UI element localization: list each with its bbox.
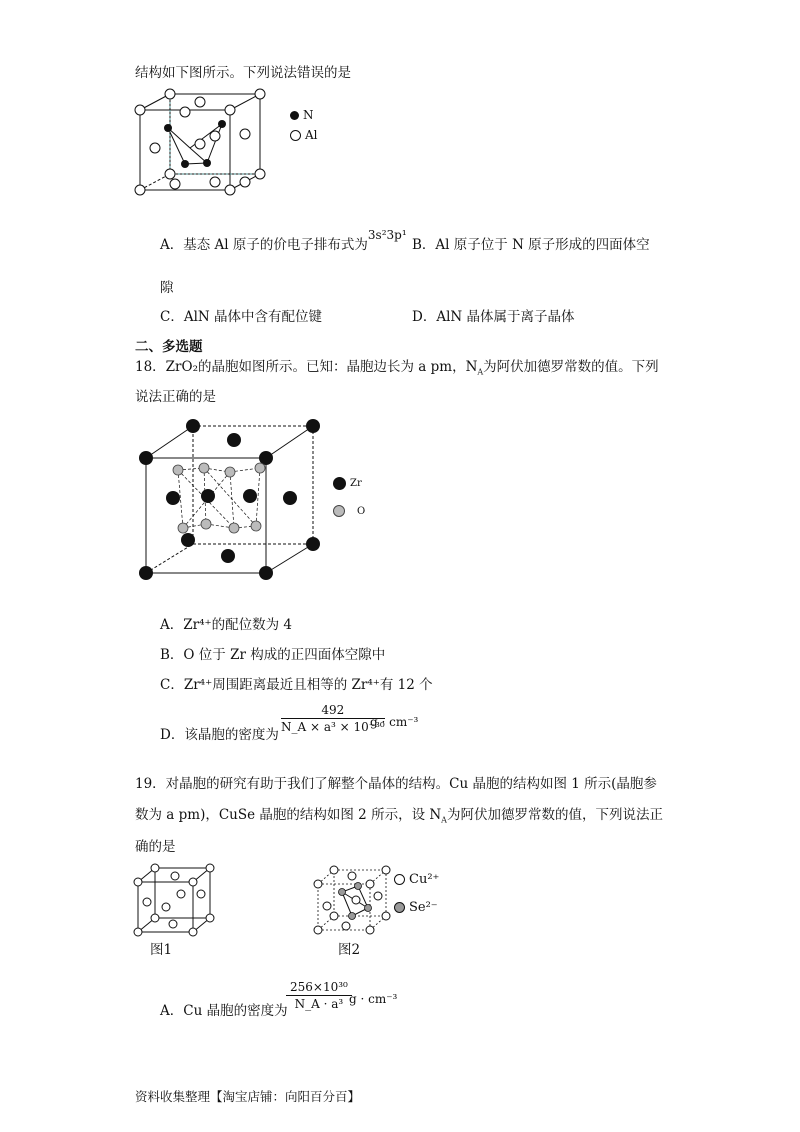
q18-stem-line2: 说法正确的是: [135, 389, 216, 405]
footer-text: 资料收集整理【淘宝店铺：向阳百分百】: [135, 1089, 361, 1104]
q19-stem-line2: 数为 a pm)，CuSe 晶胞的结构如图 2 所示，设 $N_A$为阿伏加德罗常数的值，下列说法正: [135, 807, 663, 825]
q19-option-a: A．Cu 晶胞的密度为: [160, 1003, 288, 1019]
legend-cu: Cu²⁺: [394, 872, 439, 887]
q18-option-a: A．Zr⁴⁺的配位数为 4: [160, 617, 293, 633]
q19-stem-line1: 19．对晶胞的研究有助于我们了解整个晶体的结构。Cu 晶胞的结构如图 1 所示(晶胞参: [135, 776, 657, 792]
q18-option-d: D．该晶胞的密度为: [160, 727, 279, 743]
fig1-caption: 图1: [150, 942, 173, 958]
q18-density-numerator: 492: [281, 703, 385, 719]
legend-se: Se²⁻: [394, 900, 438, 915]
q17-option-b: B．Al 原子位于 N 原子形成的四面体空: [412, 237, 650, 253]
q17-option-b-cont: 隙: [160, 280, 174, 296]
section-title: 二、多选题: [135, 339, 203, 355]
q17-option-c: C．AlN 晶体中含有配位键: [160, 309, 322, 325]
q18-option-b: B．O 位于 Zr 构成的正四面体空隙中: [160, 647, 386, 663]
se-ion-icon: [394, 902, 405, 913]
q18-option-c: C．Zr⁴⁺周围距离最近且相等的 Zr⁴⁺有 12 个: [160, 677, 433, 693]
zro2-cell-diagram: [138, 418, 328, 583]
cu-cell-diagram: [133, 864, 215, 936]
legend-al: Al: [290, 128, 318, 142]
legend-n: N: [290, 108, 314, 122]
q19-density-numerator: 256×10³⁰: [286, 980, 352, 996]
cu-ion-icon: [394, 874, 405, 885]
o-atom-icon: [333, 505, 345, 517]
legend-o: O: [333, 505, 365, 517]
cuse-cell-diagram: [312, 866, 392, 936]
q18-density-unit: g · cm⁻³: [370, 715, 419, 729]
q17-a-config: 3s²3p¹: [367, 228, 407, 242]
q19-density-fraction: [286, 980, 352, 1011]
q19-density-unit: g · cm⁻³: [349, 992, 398, 1006]
q18-density-denominator: N_A × a³ × 10⁻³⁰: [281, 720, 385, 734]
zr-atom-icon: [333, 477, 346, 490]
q17-stem-tail: 结构如下图所示。下列说法错误的是: [135, 65, 351, 81]
al-atom-icon: [290, 130, 301, 141]
fig2-caption: 图2: [338, 942, 361, 958]
aln-cell-diagram: [130, 88, 270, 200]
q17-option-a: A．基态 Al 原子的价电子排布式为3s²3p¹: [160, 228, 407, 253]
q19-stem-line3: 确的是: [135, 839, 176, 855]
q19-density-denominator: N_A · a³: [294, 997, 344, 1011]
legend-zr: Zr: [333, 477, 362, 490]
q17-option-d: D．AlN 晶体属于离子晶体: [412, 309, 575, 325]
n-atom-icon: [290, 111, 299, 120]
q18-stem-line1: 18．ZrO₂的晶胞如图所示。已知：晶胞边长为 a pm，$N_A$为阿伏加德罗常数的值。下列: [135, 359, 659, 377]
